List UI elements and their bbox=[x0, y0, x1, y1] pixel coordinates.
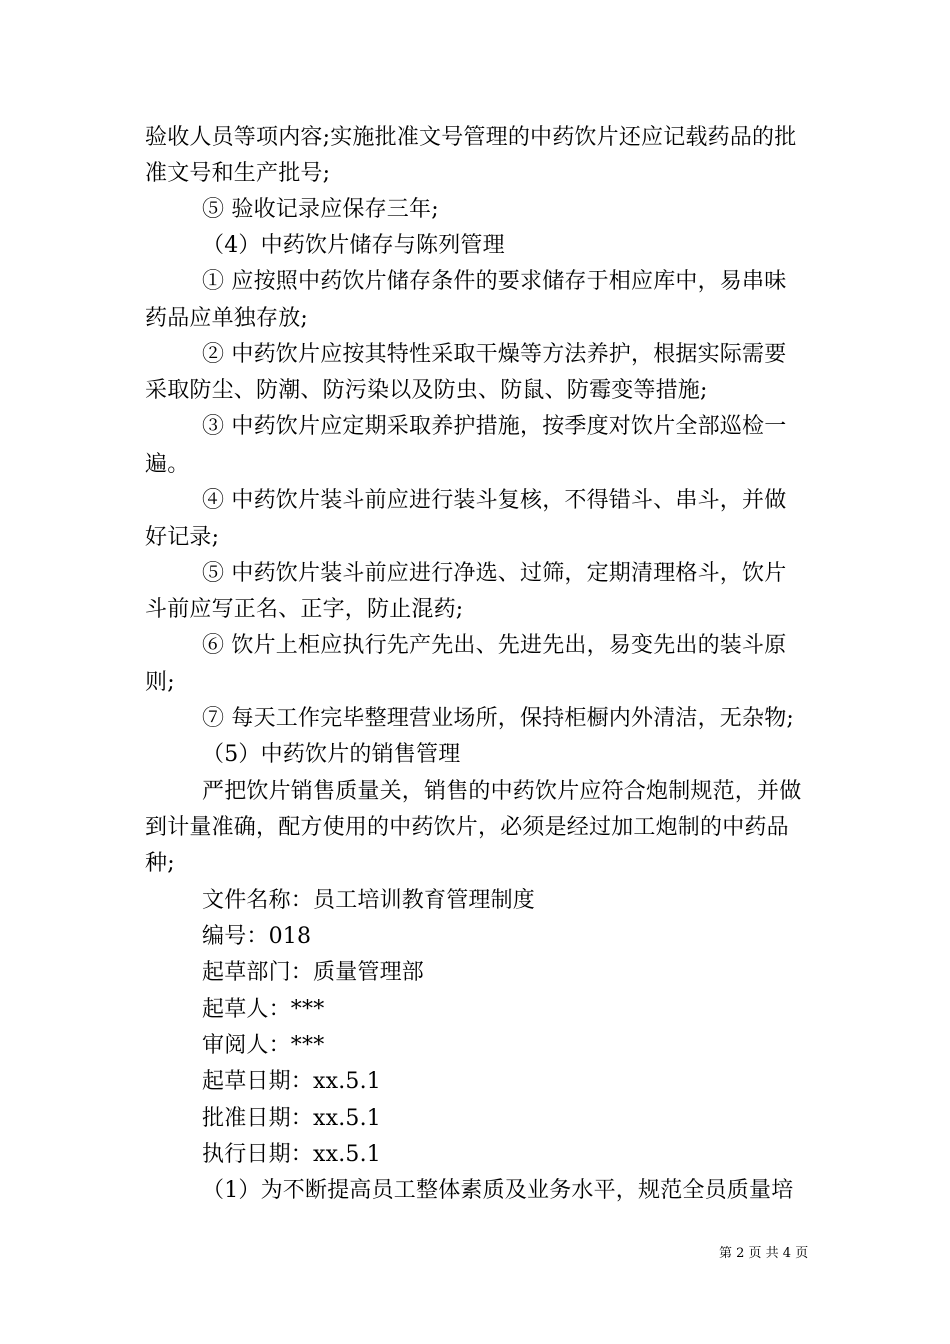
text-line: 好记录; bbox=[145, 525, 220, 550]
file-number-line: 编号：018 bbox=[202, 924, 312, 949]
file-name-line: 文件名称：员工培训教育管理制度 bbox=[202, 888, 536, 913]
text-line: （1）为不断提高员工整体素质及业务水平，规范全员质量培 bbox=[202, 1178, 794, 1203]
text-line: 遍。 bbox=[145, 452, 190, 477]
text-line: ⑤ 中药饮片装斗前应进行净选、过筛，定期清理格斗，饮片 bbox=[202, 561, 787, 586]
text-line: 准文号和生产批号; bbox=[145, 161, 331, 186]
text-line: ⑦ 每天工作完毕整理营业场所，保持柜橱内外清洁，无杂物; bbox=[202, 706, 795, 731]
text-line: 严把饮片销售质量关，销售的中药饮片应符合炮制规范，并做 bbox=[202, 779, 802, 804]
text-line: ④ 中药饮片装斗前应进行装斗复核，不得错斗、串斗，并做 bbox=[202, 488, 787, 513]
text-line: 采取防尘、防潮、防污染以及防虫、防鼠、防霉变等措施; bbox=[145, 378, 708, 403]
text-line: ① 应按照中药饮片储存条件的要求储存于相应库中，易串味 bbox=[202, 269, 787, 294]
text-line: 种; bbox=[145, 851, 175, 876]
text-line: 到计量准确，配方使用的中药饮片，必须是经过加工炮制的中药品 bbox=[145, 815, 789, 840]
text-line: 斗前应写正名、正字，防止混药; bbox=[145, 597, 464, 622]
text-line: ② 中药饮片应按其特性采取干燥等方法养护，根据实际需要 bbox=[202, 342, 787, 367]
draft-date-line: 起草日期：xx.5.1 bbox=[202, 1069, 381, 1094]
text-line: ⑤ 验收记录应保存三年; bbox=[202, 197, 439, 222]
text-line: 验收人员等项内容;实施批准文号管理的中药饮片还应记载药品的批 bbox=[145, 125, 797, 150]
drafting-department-line: 起草部门：质量管理部 bbox=[202, 960, 425, 985]
text-line: ⑥ 饮片上柜应执行先产先出、先进先出，易变先出的装斗原 bbox=[202, 633, 787, 658]
section-heading: （5）中药饮片的销售管理 bbox=[202, 742, 461, 767]
reviewer-line: 审阅人：*** bbox=[202, 1033, 325, 1058]
page-number: 第 2 页 共 4 页 bbox=[719, 1246, 809, 1261]
execution-date-line: 执行日期：xx.5.1 bbox=[202, 1142, 381, 1167]
text-line: 则; bbox=[145, 670, 175, 695]
approval-date-line: 批准日期：xx.5.1 bbox=[202, 1106, 381, 1131]
drafter-line: 起草人：*** bbox=[202, 997, 325, 1022]
text-line: ③ 中药饮片应定期采取养护措施，按季度对饮片全部巡检一 bbox=[202, 414, 787, 439]
section-heading: （4）中药饮片储存与陈列管理 bbox=[202, 233, 505, 258]
text-line: 药品应单独存放; bbox=[145, 306, 309, 331]
